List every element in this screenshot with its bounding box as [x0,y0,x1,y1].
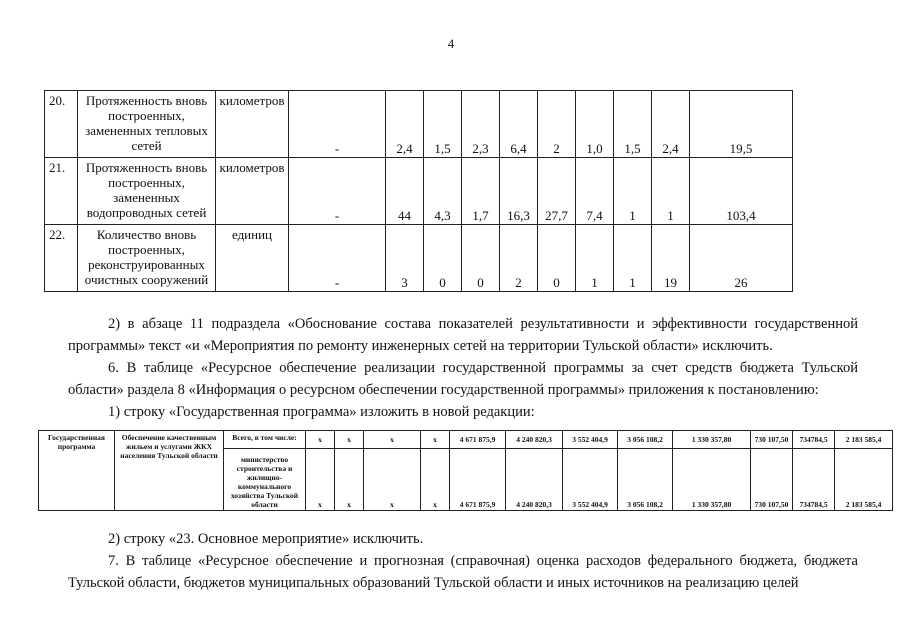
table-cell: 3 552 404,9 [563,449,618,511]
table-cell: 1 330 357,80 [673,449,751,511]
table-cell: 4 240 820,3 [506,449,563,511]
table-cell: x [421,431,450,449]
table-cell: x [335,431,364,449]
table-cell: x [306,449,335,511]
value-cell: 2 [500,225,538,292]
table-cell: 730 107,50 [751,449,793,511]
value-cell: 103,4 [690,158,793,225]
table-cell: x [335,449,364,511]
value-cell: 2,4 [386,91,424,158]
value-cell: 0 [462,225,500,292]
value-cell: 4,3 [424,158,462,225]
table-cell: 3 552 404,9 [563,431,618,449]
value-cell: 26 [690,225,793,292]
value-cell: 1 [614,225,652,292]
table-cell: x [306,431,335,449]
table-cell: x [421,449,450,511]
value-cell: 19 [652,225,690,292]
value-cell: 1,0 [576,91,614,158]
resource-row-total [39,431,893,449]
unit-cell: единиц [216,225,289,292]
value-cell: 1 [614,158,652,225]
ministry-label-cell: министерство строительства и жилищно-коммунального хозяйства Тульской области [224,449,306,511]
value-cell: - [289,225,386,292]
gos-program-cell: Государственная программа [39,431,115,511]
paragraph-7: 7. В таблице «Ресурсное обеспечение и прогнозная (справочная) оценка расходов федерального бюджета, бюджета Тульской области, бюджетов муниципальных образований Тульской области и иных источников на реализацию целей [68,553,858,591]
table-cell: 3 056 108,2 [618,449,673,511]
table-cell: 4 671 875,9 [450,431,506,449]
page-number: 4 [447,36,455,51]
total-label-cell: Всего, в том числе: [224,431,306,449]
table-cell: 2 183 585,4 [835,431,893,449]
indicator-name-cell: Протяженность вновь построенных, замененных водопроводных сетей [78,158,216,225]
value-cell: 2,3 [462,91,500,158]
value-cell: 0 [538,225,576,292]
unit-cell: километров [216,91,289,158]
value-cell: 6,4 [500,91,538,158]
paragraph-abzac-11: 2) в абзаце 11 подраздела «Обоснование состава показателей результативности и эффективности государственной программы» текст «и «Мероприятия по ремонту инженерных сетей на территории Тульской области» исключить. [68,316,858,354]
value-cell: 27,7 [538,158,576,225]
row-number-cell: 22. [45,225,78,292]
value-cell: 2,4 [652,91,690,158]
paragraph-6-2: 2) строку «23. Основное мероприятие» исключить. [108,531,424,547]
paragraph-6-1: 1) строку «Государственная программа» изложить в новой редакции: [108,404,535,420]
value-cell: 1 [652,158,690,225]
value-cell: 19,5 [690,91,793,158]
row-number-cell: 20. [45,91,78,158]
table-cell: 4 240 820,3 [506,431,563,449]
table-cell: 3 056 108,2 [618,431,673,449]
indicators-table [44,90,793,292]
table-cell: 1 330 357,80 [673,431,751,449]
value-cell: 1,7 [462,158,500,225]
indicator-name-cell: Протяженность вновь построенных, замененных тепловых сетей [78,91,216,158]
paragraph-6: 6. В таблице «Ресурсное обеспечение реализации государственной программы за счет средств бюджета Тульской области» раздела 8 «Информация о ресурсном обеспечении государственной программы» приложения к постановлению: [68,360,858,398]
value-cell: 16,3 [500,158,538,225]
value-cell: 3 [386,225,424,292]
table-cell: 730 107,50 [751,431,793,449]
table-cell: 2 183 585,4 [835,449,893,511]
program-name-cell: Обеспечение качественным жильем и услугами ЖКХ населения Тульской области [115,431,224,511]
value-cell: 7,4 [576,158,614,225]
indicator-name-cell: Количество вновь построенных, реконструированных очистных сооружений [78,225,216,292]
value-cell: 44 [386,158,424,225]
table-cell: x [364,449,421,511]
value-cell: - [289,158,386,225]
unit-cell: километров [216,158,289,225]
value-cell: 1 [576,225,614,292]
row-number-cell: 21. [45,158,78,225]
value-cell: - [289,91,386,158]
table-cell: 734784,5 [793,449,835,511]
resource-table [38,430,893,511]
table-cell: 4 671 875,9 [450,449,506,511]
table-row [45,158,793,225]
value-cell: 2 [538,91,576,158]
value-cell: 1,5 [614,91,652,158]
value-cell: 0 [424,225,462,292]
table-row [45,225,793,292]
table-row [45,91,793,158]
table-cell: 734784,5 [793,431,835,449]
table-cell: x [364,431,421,449]
value-cell: 1,5 [424,91,462,158]
